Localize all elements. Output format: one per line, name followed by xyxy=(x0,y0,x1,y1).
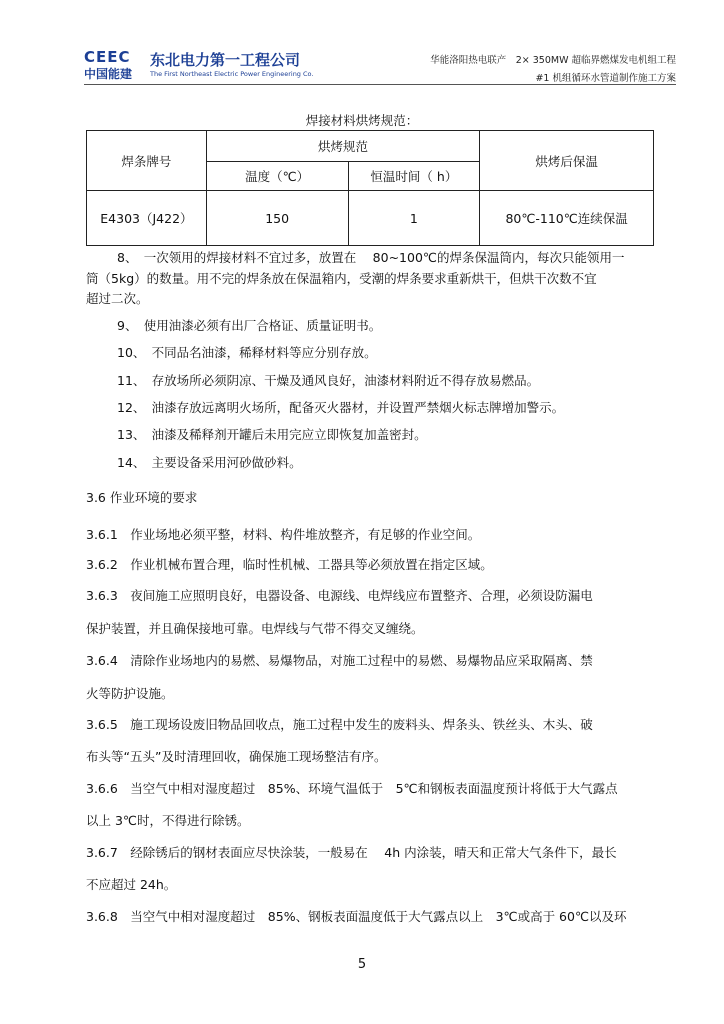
logo-text: CEEC xyxy=(84,48,131,66)
list-item: 9、 使用油漆必须有出厂合格证、质量证明书。 xyxy=(117,318,382,333)
paragraph-line: 保护装置，并且确保接地可靠。电焊线与气带不得交叉缠绕。 xyxy=(86,621,424,636)
header-cell-brand: 焊条牌号 xyxy=(87,131,207,191)
paragraph-line: 3.6.5 施工现场设废旧物品回收点，施工过程中发生的废料头、焊条头、铁丝头、木头、破 xyxy=(86,717,593,732)
paragraph-line: 火等防护设施。 xyxy=(86,686,174,701)
page-number: 5 xyxy=(357,957,367,972)
logo-subtext: 中国能建 xyxy=(84,67,133,81)
paragraph-line: 3.6.7 经除锈后的钢材表面应尽快涂装，一般易在 4h 内涂装，晴天和正常大气条件下，最长 xyxy=(86,845,617,860)
paragraph-line: 不应超过 24h。 xyxy=(86,877,177,892)
paragraph-line: 布头等“五头”及时清理回收，确保施工现场整洁有序。 xyxy=(86,749,387,764)
table-caption: 焊接材料烘烤规范： xyxy=(305,113,419,128)
project-title: 华能洛阳热电联产 2× 350MW 超临界燃煤发电机组工程 xyxy=(430,55,676,66)
paragraph-line: 3.6.8 当空气中相对湿度超过 85%、钢板表面温度低于大气露点以上 3℃或高于 60℃以及环 xyxy=(86,909,627,924)
list-item: 10、 不同品名油漆，稀释材料等应分别存放。 xyxy=(117,345,377,360)
paragraph-line: 3.6.3 夜间施工应照明良好，电器设备、电源线、电焊线应布置整齐、合理，必须设防漏电 xyxy=(86,588,593,603)
list-item: 12、 油漆存放远离明火场所，配备灭火器材，并设置严禁烟火标志牌增加警示。 xyxy=(117,400,565,415)
list-item: 14、 主要设备采用河砂做砂料。 xyxy=(117,455,302,470)
header-cell-keep: 烘烤后保温 xyxy=(480,131,654,191)
paragraph-line: 3.6.6 当空气中相对湿度超过 85%、环境气温低于 5℃和钢板表面温度预计将低于大气露点 xyxy=(86,781,618,796)
header-divider xyxy=(84,84,676,85)
header-cell-temp: 温度（℃） xyxy=(206,162,348,191)
paragraph-line: 3.6.2 作业机械布置合理，临时性机械、工器具等必须放置在指定区域。 xyxy=(86,557,493,572)
company-name-cn: 东北电力第一工程公司 xyxy=(150,51,301,69)
list-item: 13、 油漆及稀释剂开罐后未用完应立即恢复加盖密封。 xyxy=(117,427,427,442)
paragraph-line: 筒（5kg）的数量。用不完的焊条放在保温箱内，受潮的焊条要求重新烘干，但烘干次数不宜 xyxy=(86,271,597,286)
paragraph-line: 3.6.1 作业场地必须平整，材料、构件堆放整齐，有足够的作业空间。 xyxy=(86,527,481,542)
baking-spec-table xyxy=(86,130,654,246)
header-cell-hold: 恒温时间（ h） xyxy=(348,162,480,191)
scheme-title: #1 机组循环水管道制作施工方案 xyxy=(535,73,676,84)
paragraph-line: 超过二次。 xyxy=(86,291,149,306)
page-header xyxy=(84,46,676,84)
paragraph-line: 以上 3℃时，不得进行除锈。 xyxy=(86,813,250,828)
header-cell-bake: 烘烤规范 xyxy=(206,131,479,162)
company-logo xyxy=(84,46,146,80)
cell-hold: 1 xyxy=(348,191,480,246)
cell-keep: 80℃-110℃连续保温 xyxy=(480,191,654,246)
section-heading: 3.6 作业环境的要求 xyxy=(86,490,198,505)
cell-brand: E4303（J422） xyxy=(87,191,207,246)
company-name-en: The First Northeast Electric Power Engineering Co. xyxy=(150,70,314,78)
cell-temp: 150 xyxy=(206,191,348,246)
paragraph-line: 3.6.4 清除作业场地内的易燃、易爆物品，对施工过程中的易燃、易爆物品应采取隔离、禁 xyxy=(86,653,593,668)
paragraph-line: 8、 一次领用的焊接材料不宜过多，放置在 80~100℃的焊条保温筒内，每次只能领用一 xyxy=(117,250,625,265)
list-item: 11、 存放场所必须阴凉、干燥及通风良好，油漆材料附近不得存放易燃品。 xyxy=(117,373,540,388)
